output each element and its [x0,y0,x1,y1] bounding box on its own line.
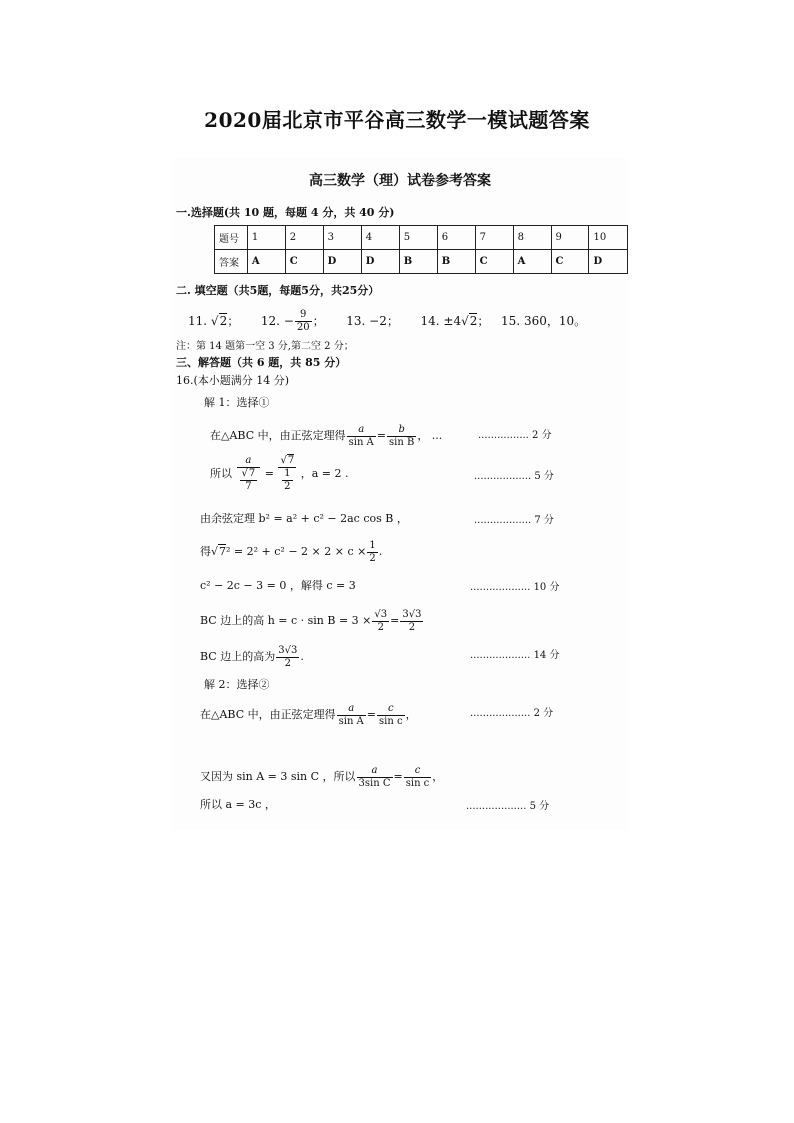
score-2: ................ 2 分 [478,430,552,441]
answer-cell: A [513,250,551,274]
score-2: ................... 2 分 [470,708,554,719]
table-row-label: 题号 [215,226,248,250]
question-number: 5 [399,226,437,250]
table-row [215,226,628,250]
scanned-answer-sheet [172,158,628,830]
question-number: 2 [285,226,323,250]
solution-1-step-1: 在△ABC 中，由正弦定理得 $\frac{a}{\text{sin A}}$ = $\frac{b}{\text{sin B}}$ ， ... [210,423,443,448]
table-row-label: 答案 [215,250,248,274]
answer-13: 13. −2； [346,314,399,328]
solution-2-step-1: 在△ABC 中，由正弦定理得 $\frac{a}{\text{sin A}}$ = $\frac{c}{\text{sin c}}$ ， [200,702,417,727]
answer-cell: B [399,250,437,274]
answer-15: 15. 360，10。 [501,314,587,328]
answer-12: 12. − $\frac{9}{20}$ ； [260,309,325,333]
solution-1-step-4: 得√7² = 2² + c² − 2 × 2 × c × $\frac{1}{2}$ . [200,539,383,564]
fill-in-answers [188,306,586,336]
score-14: ................... 14 分 [470,650,560,661]
answer-cell: D [323,250,361,274]
solution-2-step-2: 又因为 sin A = 3 sin C ，所以 $\frac{a}{\text{3sin C}}$ = $\frac{c}{\text{sin c}}$ ， [200,764,444,789]
score-5: .................. 5 分 [474,471,554,482]
scoring-note: 注：第 14 题第一空 3 分,第二空 2 分； [176,341,354,352]
answer-cell: C [285,250,323,274]
score-10: ................... 10 分 [470,582,560,593]
answer-cell: D [589,250,628,274]
question-number: 1 [247,226,285,250]
document-title: 2020届北京市平谷高三数学一模试题答案 [204,108,590,132]
answer-cell: C [475,250,513,274]
solution-1-step-3: 由余弦定理 b² = a² + c² − 2ac cos B ， [200,512,408,525]
solution-1-step-6: BC 边上的高 h = c · sin B = 3 × $\frac{√3}{2}$ = $\frac{3√3}{2}$ [200,608,422,633]
question-16-title: 16.(本小题满分 14 分) [176,374,290,387]
answer-cell: D [361,250,399,274]
answer-14: 14. ±4√2； [420,314,490,328]
question-number: 7 [475,226,513,250]
answer-cell: B [437,250,475,274]
answer-11: 11. √2； [188,314,240,328]
solution-2-title: 解 2：选择② [204,678,270,691]
multiple-choice-answer-table [214,225,628,274]
solution-1-title: 解 1：选择① [204,396,270,409]
table-row [215,250,628,274]
question-number: 8 [513,226,551,250]
question-number: 3 [323,226,361,250]
question-number: 4 [361,226,399,250]
solution-1-step-7: BC 边上的高为 $\frac{3√3}{2}$ . [200,644,304,669]
question-number: 10 [589,226,628,250]
score-7: .................. 7 分 [474,515,554,526]
answer-cell: A [247,250,285,274]
answer-cell: C [551,250,589,274]
answer-sheet-title: 高三数学（理）试卷参考答案 [309,173,491,189]
solution-1-step-5: c² − 2c − 3 = 0 ，解得 c = 3 [200,579,356,592]
section-1-title: 一.选择题(共 10 题，每题 4 分，共 40 分) [176,206,395,219]
section-3-title: 三、解答题（共 6 题，共 85 分） [176,356,347,369]
question-number: 6 [437,226,475,250]
section-2-title: 二. 填空题（共5题，每题5分，共25分） [176,284,380,297]
question-number: 9 [551,226,589,250]
score-5: ................... 5 分 [466,801,550,812]
solution-2-step-3: 所以 a = 3c ， [200,798,276,811]
solution-1-step-2: 所以 $\frac{a}{\frac{√7}{7}}$ = $\frac{√7}{\frac{1}{2}}$ ，a = 2 . [210,455,349,492]
